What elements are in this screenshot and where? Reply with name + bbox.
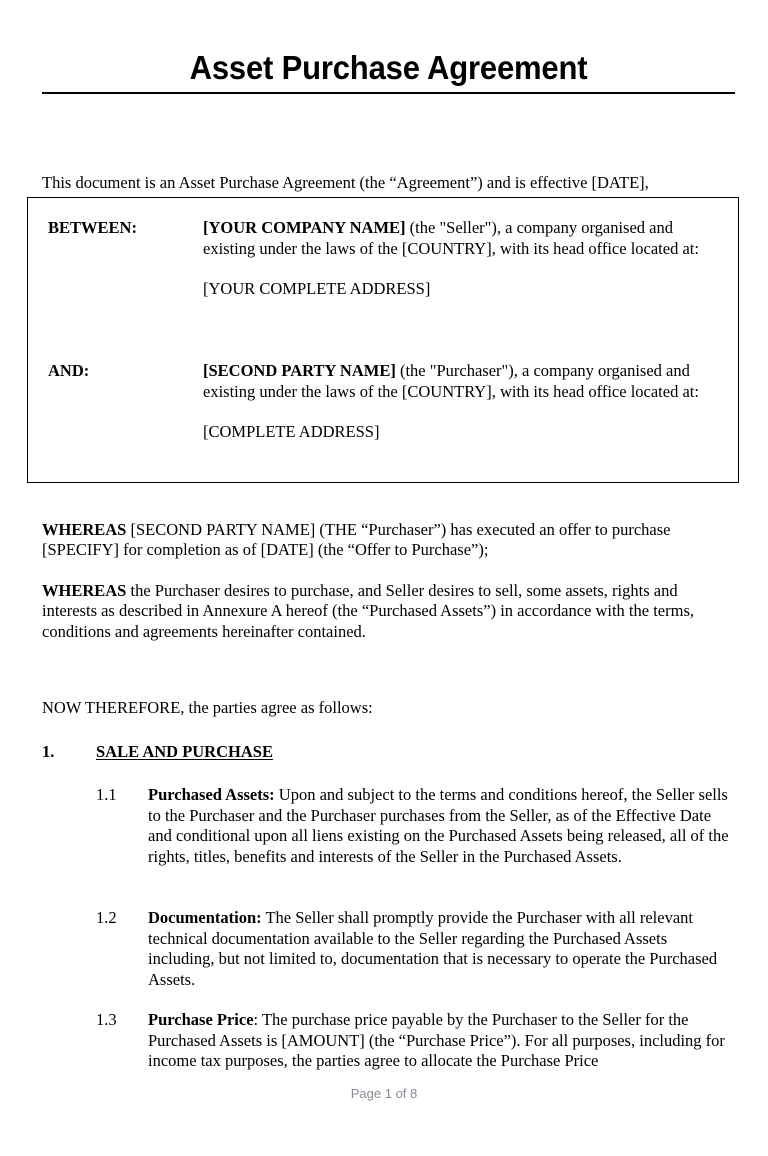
recital-lead-1: WHEREAS <box>42 519 127 539</box>
section-number-1: 1. <box>42 742 55 761</box>
recital-paragraph-2 <box>42 581 734 643</box>
clause-heading-1-1: Purchased Assets: <box>148 785 275 804</box>
party-address-seller: [YOUR COMPLETE ADDRESS] <box>203 279 431 298</box>
clause-body-1-3 <box>148 1010 736 1072</box>
clause-number-1-2: 1.2 <box>96 908 117 927</box>
intro-paragraph: This document is an Asset Purchase Agreement (the “Agreement”) and is effective [DATE], <box>42 172 649 192</box>
party-details-purchaser <box>203 361 718 443</box>
recital-text-2: the Purchaser desires to purchase, and Seller desires to sell, some assets, rights and interests as described in Annexure A hereof (the “Purchased Assets”) in accordance with the terms, conditions and agreements hereinafter contained. <box>42 580 694 641</box>
party-label-between: BETWEEN: <box>48 218 137 237</box>
clause-heading-1-2: Documentation: <box>148 908 262 927</box>
recital-paragraph-1 <box>42 520 734 561</box>
party-description-seller: (the "Seller"), a company organised and existing under the laws of the [COUNTRY], with its head office located at: <box>203 218 699 258</box>
party-details-seller <box>203 218 718 300</box>
clause-1-3 <box>96 1010 736 1072</box>
title-divider <box>42 92 735 94</box>
clause-text-1-1: Upon and subject to the terms and conditions hereof, the Seller sells to the Purchaser and the Purchaser purchases from the Seller, as of the Effective Date and conditional upon all liens existing on the Purchased Assets being released, all of the rights, titles, benefits and interests of the Seller in the Purchased Assets. <box>148 785 729 866</box>
clause-body-1-1 <box>148 785 736 867</box>
section-title-1: SALE AND PURCHASE <box>96 742 273 761</box>
page-title: Asset Purchase Agreement <box>189 49 588 86</box>
operative-intro-paragraph: NOW THEREFORE, the parties agree as follows: <box>42 697 373 717</box>
clause-1-1 <box>96 785 736 867</box>
parties-box <box>27 197 739 483</box>
clause-number-1-1: 1.1 <box>96 785 117 804</box>
party-name-seller: [YOUR COMPANY NAME] <box>203 218 406 237</box>
recital-text-1: [SECOND PARTY NAME] (THE “Purchaser”) has executed an offer to purchase [SPECIFY] for completion as of [DATE] (the “Offer to Purchase”); <box>42 519 671 559</box>
clause-text-1-3: : The purchase price payable by the Purchaser to the Seller for the Purchased Assets is [AMOUNT] (the “Purchase Price”). For all purposes, including for income tax purposes, the parties agree to allocate the Purchase Price <box>148 1010 725 1070</box>
clause-1-2 <box>96 908 736 990</box>
clause-heading-1-3: Purchase Price <box>148 1010 254 1029</box>
clause-body-1-2 <box>148 908 736 990</box>
party-name-purchaser: [SECOND PARTY NAME] <box>203 361 396 380</box>
party-address-purchaser: [COMPLETE ADDRESS] <box>203 422 380 441</box>
clause-number-1-3: 1.3 <box>96 1010 117 1029</box>
page-footer: Page 1 of 8 <box>350 1086 418 1101</box>
title-block <box>42 48 735 94</box>
section-heading-1 <box>42 742 734 763</box>
party-description-purchaser: (the "Purchaser"), a company organised and existing under the laws of the [COUNTRY], with its head office located at: <box>203 361 699 401</box>
party-label-and: AND: <box>48 361 90 380</box>
recital-lead-2: WHEREAS <box>42 580 127 600</box>
clause-text-1-2: The Seller shall promptly provide the Purchaser with all relevant technical documentation available to the Seller regarding the Purchased Assets including, but not limited to, documentation that is necessary to operate the Purchased Assets. <box>148 908 718 989</box>
